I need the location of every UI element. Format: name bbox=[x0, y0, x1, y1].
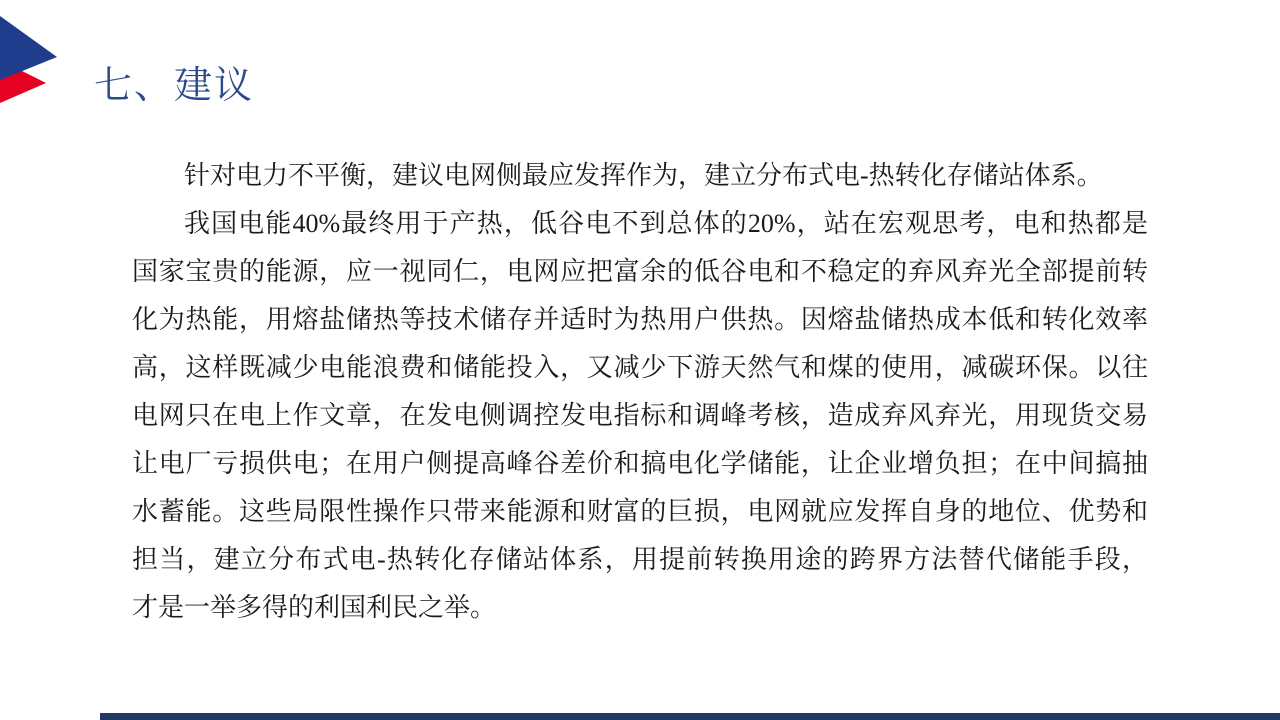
body-line: 水蓄能。这些局限性操作只带来能源和财富的巨损，电网就应发挥自身的地位、优势和 bbox=[132, 497, 1148, 526]
body-text-block bbox=[132, 152, 1148, 632]
body-line: 担当，建立分布式电-热转化存储站体系，用提前转换用途的跨界方法替代储能手段， bbox=[132, 545, 1148, 574]
body-line: 化为热能，用熔盐储热等技术储存并适时为热用户供热。因熔盐储热成本低和转化效率 bbox=[132, 305, 1148, 334]
body-line: 高，这样既减少电能浪费和储能投入，又减少下游天然气和煤的使用，减碳环保。以往 bbox=[132, 353, 1148, 382]
body-line: 让电厂亏损供电；在用户侧提高峰谷差价和搞电化学储能，让企业增负担；在中间搞抽 bbox=[132, 449, 1148, 478]
body-line: 电网只在电上作文章，在发电侧调控发电指标和调峰考核，造成弃风弃光，用现货交易 bbox=[132, 401, 1148, 430]
footer-bar bbox=[100, 713, 1280, 720]
body-line: 我国电能40%最终用于产热，低谷电不到总体的20%，站在宏观思考，电和热都是 bbox=[184, 209, 1148, 238]
body-line: 针对电力不平衡，建议电网侧最应发挥作为，建立分布式电-热转化存储站体系。 bbox=[184, 161, 1103, 190]
blue-triangle bbox=[0, 16, 57, 80]
page-title: 七、建议 bbox=[94, 65, 255, 107]
body-line: 才是一举多得的利国利民之举。 bbox=[132, 593, 497, 622]
body-line: 国家宝贵的能源，应一视同仁，电网应把富余的低谷电和不稳定的弃风弃光全部提前转 bbox=[132, 257, 1148, 286]
